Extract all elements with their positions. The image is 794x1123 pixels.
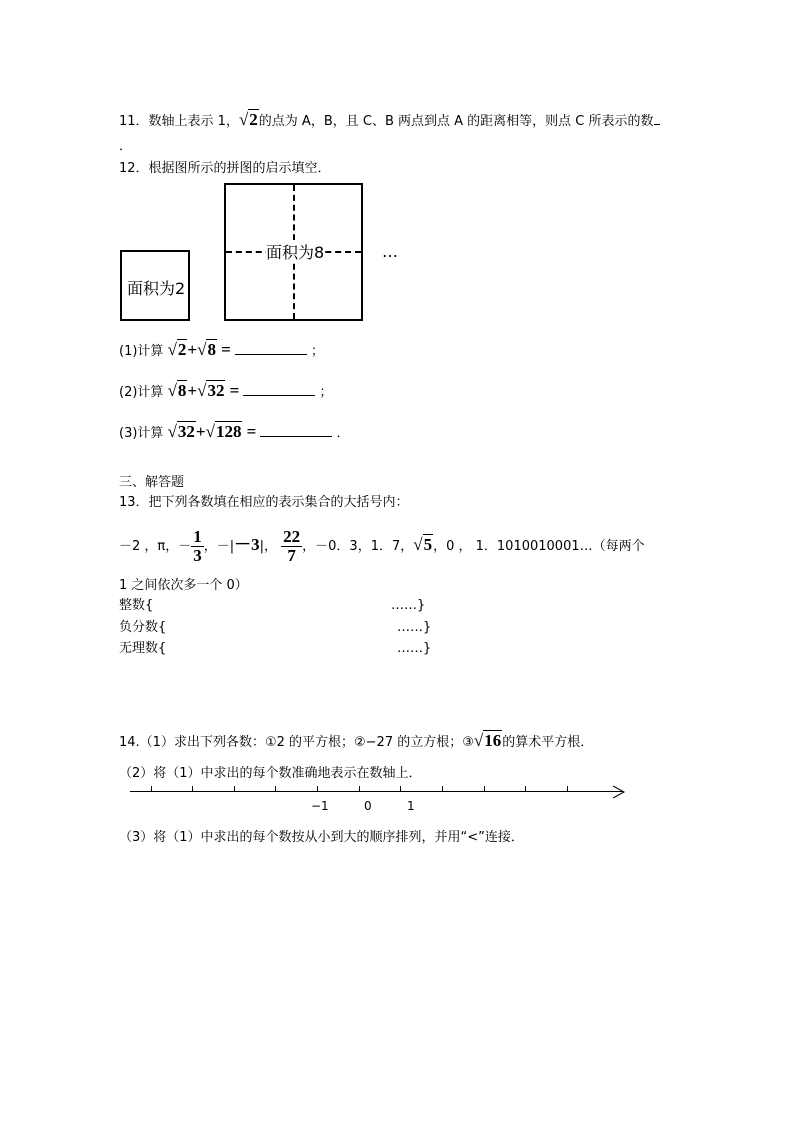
radicand: 8 xyxy=(207,340,216,359)
question-13-title: 13．把下列各数填在相应的表示集合的大括号内： xyxy=(119,495,409,510)
arrow-right-icon xyxy=(612,785,626,799)
question-14-part-1 xyxy=(119,732,593,752)
part-prefix: (2)计算 xyxy=(119,385,164,400)
abs-value: －3 xyxy=(234,535,260,554)
q14-text: 14.（1）求出下列各数：①2 的平方根；②−27 的立方根；③ xyxy=(119,735,474,750)
part-prefix: (1)计算 xyxy=(119,344,164,359)
tick xyxy=(317,786,318,792)
q12-part-2 xyxy=(119,381,333,402)
sqrt-sign: √ xyxy=(167,422,177,441)
radicand: 32 xyxy=(177,422,195,441)
tick xyxy=(234,786,235,792)
numbers-text: |， xyxy=(259,539,278,554)
radicand: 2 xyxy=(177,340,187,359)
fraction-one-third xyxy=(191,528,204,565)
fraction-22-7 xyxy=(281,528,302,565)
tick xyxy=(151,786,152,792)
numerator: 22 xyxy=(283,527,301,546)
plus: + xyxy=(187,381,198,400)
sqrt-sign: √ xyxy=(167,381,177,400)
question-12-title: 12．根据图所示的拼图的启示填空． xyxy=(119,161,331,176)
tick xyxy=(275,786,276,792)
set-negative-fractions-label: 负分数{ xyxy=(119,620,167,635)
sqrt-sign: √ xyxy=(413,535,423,554)
plus: + xyxy=(195,422,206,441)
sqrt-sign: √ xyxy=(167,340,177,359)
numbers-text: ，－0．3，1．7， xyxy=(302,539,414,554)
part-prefix: (3)计算 xyxy=(119,426,164,441)
radicand: 32 xyxy=(207,381,225,400)
sqrt-sign: √ xyxy=(473,731,484,750)
denominator: 7 xyxy=(287,546,296,565)
set-irrationals-label: 无理数{ xyxy=(119,641,167,656)
equals: = xyxy=(221,340,231,359)
tick xyxy=(359,786,360,792)
section-title: 三、解答题 xyxy=(119,475,185,490)
numbers-text: ，0 ， 1．1010010001…（每两个 xyxy=(433,539,645,554)
q11-text-b: 的点为 A，B，且 C、B 两点到点 A 的距离相等，则点 C 所表示的数 xyxy=(258,114,654,129)
numerator: 1 xyxy=(193,527,202,546)
question-14-part-2: （2）将（1）中求出的每个数准确地表示在数轴上． xyxy=(119,766,422,781)
axis-label-1: 1 xyxy=(407,799,415,813)
radicand: 16 xyxy=(484,731,502,750)
tick xyxy=(484,786,485,792)
small-square-label: 面积为2 xyxy=(127,279,186,298)
denominator: 3 xyxy=(193,546,202,565)
numbers-text: ，－| xyxy=(203,539,235,554)
part-end: ； xyxy=(319,385,333,400)
equals: = xyxy=(229,381,240,400)
number-line-axis xyxy=(130,791,623,792)
radicand: 8 xyxy=(177,381,187,400)
ellipsis: … xyxy=(382,242,398,261)
radicand: 128 xyxy=(215,422,242,441)
answer-blank[interactable] xyxy=(260,422,332,437)
answer-blank[interactable] xyxy=(243,381,315,396)
q12-part-1 xyxy=(119,340,324,361)
q13-number-list xyxy=(119,524,645,568)
q11-end: ． xyxy=(119,139,133,154)
q14-text-b: 的算术平方根． xyxy=(502,735,594,750)
tick xyxy=(525,786,526,792)
numbers-text: －2 ，π，－ xyxy=(119,539,192,554)
question-11 xyxy=(119,110,660,131)
sqrt-sign: √ xyxy=(197,340,207,359)
tick xyxy=(400,786,401,792)
plus: + xyxy=(187,340,198,359)
sqrt-sign: √ xyxy=(197,381,207,400)
axis-label-minus-1: −1 xyxy=(311,799,329,813)
q11-answer-blank[interactable] xyxy=(654,110,660,125)
question-14-part-3: （3）将（1）中求出的每个数按从小到大的顺序排列，并用“<”连接． xyxy=(119,830,524,845)
tick xyxy=(442,786,443,792)
tick xyxy=(192,786,193,792)
axis-label-0: 0 xyxy=(364,799,372,813)
set-negative-fractions-end: ……} xyxy=(397,620,432,635)
big-square-label: 面积为8 xyxy=(266,240,324,263)
part-end: ． xyxy=(336,426,350,441)
sqrt-sign: √ xyxy=(238,110,249,129)
q12-part-3 xyxy=(119,422,350,443)
set-integers-end: ……} xyxy=(391,598,426,613)
set-integers-label: 整数{ xyxy=(119,598,154,613)
set-irrationals-end: ……} xyxy=(397,641,432,656)
q13-continuation: 1 之间依次多一个 0） xyxy=(119,578,248,593)
equals: = xyxy=(246,422,257,441)
tick xyxy=(567,786,568,792)
q11-text: 11．数轴上表示 1， xyxy=(119,114,239,129)
radicand: 5 xyxy=(423,535,433,554)
q11-radicand: 2 xyxy=(249,110,258,129)
sqrt-sign: √ xyxy=(205,422,215,441)
part-end: ； xyxy=(311,344,325,359)
answer-blank[interactable] xyxy=(235,340,307,355)
